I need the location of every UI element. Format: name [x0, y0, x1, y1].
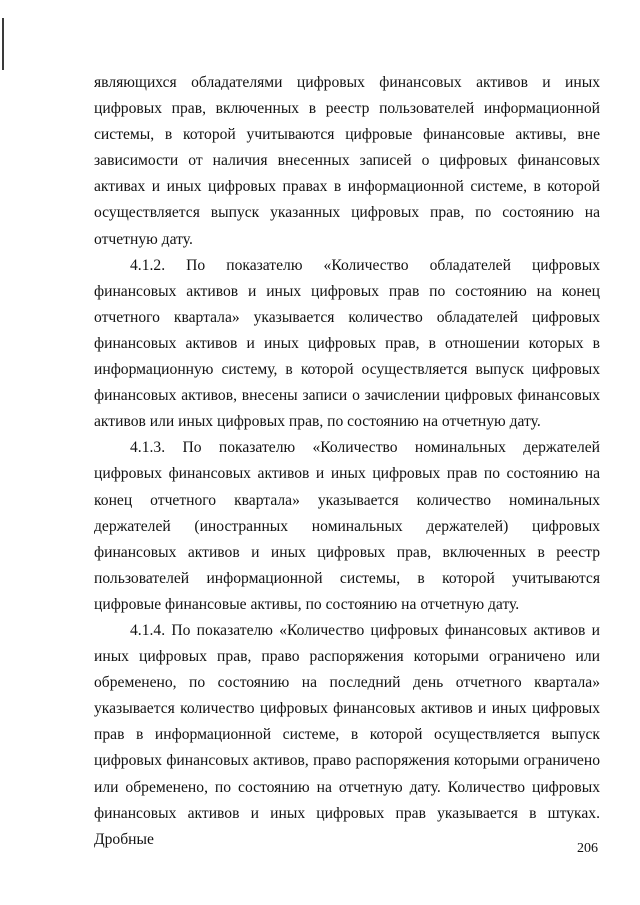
margin-mark — [2, 18, 4, 70]
paragraph-4-1-2: 4.1.2. По показателю «Количество обладателей цифровых финансовых активов и иных цифровых прав по состоянию на конец отчетного квартала» указывается количество обладателей цифровых финансовых активов и иных цифровых прав, в отношении которых в информационную систему, в которой осуществляется выпуск цифровых финансовых активов, внесены записи о зачислении цифровых финансовых активов или иных цифровых прав, по состоянию на отчетную дату. — [94, 256, 600, 431]
document-body — [94, 70, 600, 853]
page-number: 206 — [577, 841, 598, 856]
paragraph-4-1-4: 4.1.4. По показателю «Количество цифровых финансовых активов и иных цифровых прав, право распоряжения которыми ограничено или обременено, по состоянию на последний день отчетного квартала» указывается количество цифровых финансовых активов и иных цифровых прав в информационной системе, в которой осуществляется выпуск цифровых финансовых активов, право распоряжения которыми ограничено или обременено, по состоянию на отчетную дату. Количество цифровых финансовых активов и иных цифровых прав указывается в штуках. Дробные — [94, 621, 600, 848]
paragraph-4-1-3: 4.1.3. По показателю «Количество номинальных держателей цифровых финансовых активов и иных цифровых прав по состоянию на конец отчетного квартала» указывается количество номинальных держателей (иностранных номинальных держателей) цифровых финансовых активов и иных цифровых прав, включенных в реестр пользователей информационной системы, в которой учитываются цифровые финансовые активы, по состоянию на отчетную дату. — [94, 439, 600, 613]
paragraph-continuation: являющихся обладателями цифровых финансовых активов и иных цифровых прав, включенных в реестр пользователей информационной системы, в которой учитываются цифровые финансовые активы, вне зависимости от наличия внесенных записей о цифровых финансовых активах и иных цифровых правах в информационной системе, в которой осуществляется выпуск указанных цифровых прав, по состоянию на отчетную дату. — [94, 74, 600, 248]
